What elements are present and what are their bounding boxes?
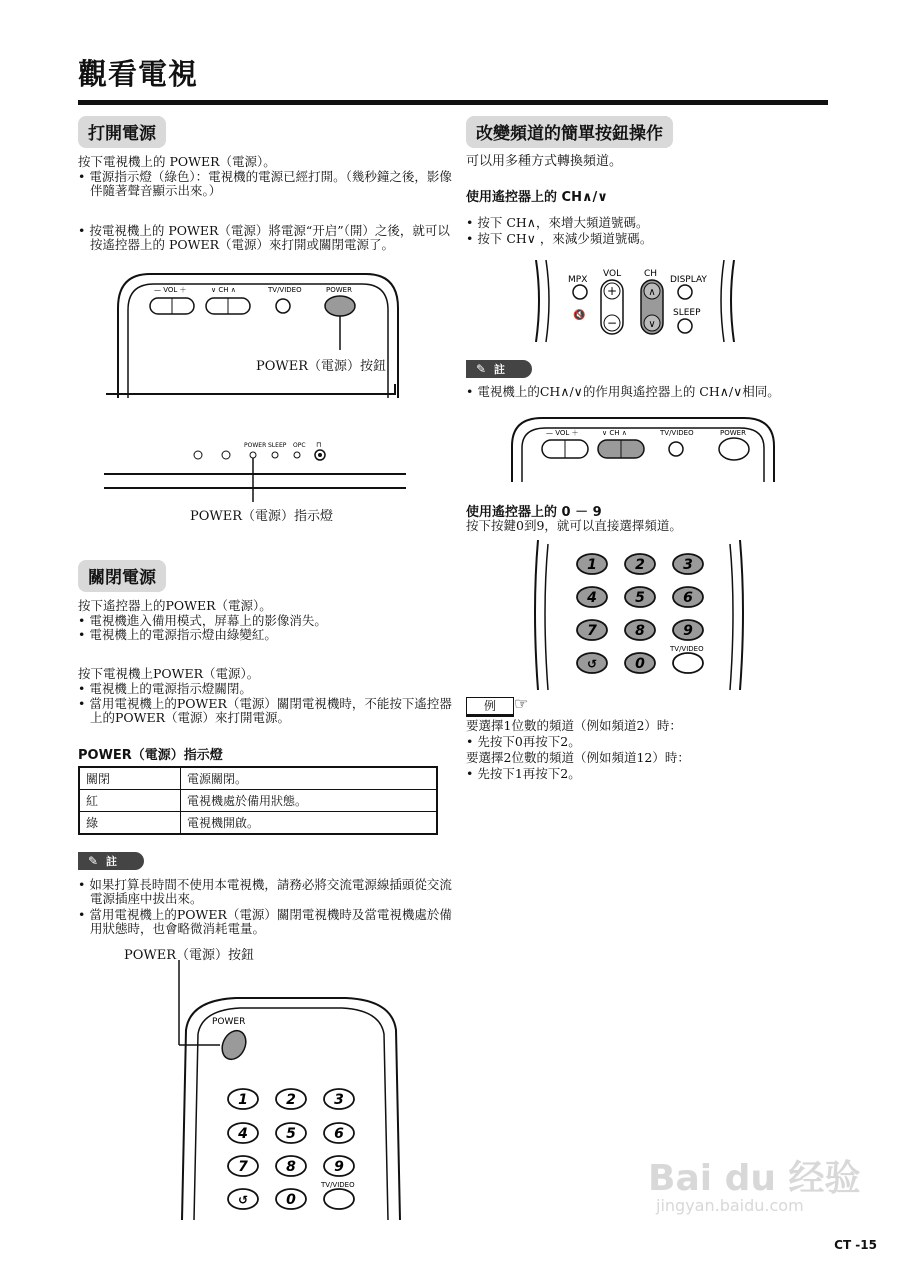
tv-panel-ch-illustration [508, 412, 778, 482]
svg-text:4: 4 [587, 590, 597, 606]
channel-intro: 可以用多種方式轉換頻道。 [466, 154, 623, 169]
keypad-tvvideo-label: TV/VIDEO [670, 645, 704, 653]
indicator-table [78, 766, 438, 835]
sleep-label: SLEEP [673, 308, 701, 318]
example-line-4: • 先按下1再按下2。 [466, 766, 581, 781]
table-cell-state: 紅 [79, 790, 181, 812]
power-on-bullet-1: • 電源指示燈（綠色）：電視機的電源已經打開。（幾秒鐘之後，影像伴隨著聲音顯示出來。） [78, 169, 452, 198]
mute-icon: 🔇 [573, 310, 586, 321]
svg-text:1: 1 [238, 1092, 248, 1108]
table-cell-desc: 電視機開啟。 [181, 812, 438, 835]
page-number: CT -15 [834, 1238, 877, 1252]
power-button [325, 296, 355, 316]
remote-power-button [218, 1027, 251, 1063]
svg-text:7: 7 [587, 623, 597, 639]
power-off-intro-2: 按下電視機上POWER（電源）。 [78, 666, 260, 681]
example-line-2: • 先按下0再按下2。 [466, 734, 581, 749]
channel-sub-2: 使用遙控器上的 0 － 9 [466, 505, 602, 520]
section-heading-channel: 改變頻道的簡單按鈕操作 [466, 116, 673, 148]
svg-text:8: 8 [635, 623, 645, 639]
example-tag: 例 [466, 697, 514, 717]
paperclip-icon: ✎ [87, 854, 99, 868]
section-heading-power-on: 打開電源 [78, 116, 166, 148]
svg-text:∨ CH ∧: ∨ CH ∧ [602, 429, 627, 437]
power-on-intro: 按下電視機上的 POWER（電源）。 [78, 154, 276, 169]
table-row [79, 767, 437, 790]
svg-text:3: 3 [334, 1092, 344, 1108]
svg-text:2: 2 [286, 1092, 296, 1108]
svg-text:8: 8 [286, 1159, 296, 1175]
channel-intro-2: 按下按鍵0到9，就可以直接選擇頻道。 [466, 518, 682, 533]
channel-sub-1: 使用遙控器上的 CH∧/∨ [466, 190, 608, 205]
remote-power-label: POWER [212, 1017, 246, 1027]
panel-label-tvvideo: TV/VIDEO [268, 286, 302, 294]
svg-text:3: 3 [683, 557, 693, 573]
remote-tvvideo-label: TV/VIDEO [321, 1181, 355, 1189]
power-indicator-caption: POWER（電源）指示燈 [190, 509, 334, 524]
channel-bullet-2: • 按下 CH∨ ，來減少頻道號碼。 [466, 231, 653, 246]
example-line-3: 要選擇2位數的頻道（例如頻道12）時： [466, 750, 690, 765]
svg-text:−: − [606, 316, 618, 330]
tv-panel-illustration [108, 268, 408, 408]
table-cell-desc: 電視機處於備用狀態。 [181, 790, 438, 812]
section-heading-power-off: 關閉電源 [78, 560, 166, 592]
power-button-caption: POWER（電源）按鈕 [256, 359, 387, 374]
power-off-bullet-2-2: • 當用電視機上的POWER（電源）關閉電視機時，不能按下遙控器上的POWER（電源）來打開電源。 [78, 696, 452, 725]
svg-text:0: 0 [635, 656, 645, 672]
mpx-label: MPX [568, 275, 588, 285]
remote-illustration-left [176, 960, 416, 1220]
power-off-bullet-1-2: • 電視機上的電源指示燈由綠變紅。 [78, 627, 277, 642]
note-bullet-2: • 當用電視機上的POWER（電源）關閉電視機時及當電視機處於備用狀態時，也會略微消耗電量。 [78, 907, 452, 936]
note-bullet-1: • 如果打算長時間不使用本電視機，請務必將交流電源線插頭從交流電源插座中拔出來。 [78, 877, 452, 906]
divider-tick [394, 384, 396, 394]
svg-text:0: 0 [286, 1192, 296, 1208]
indicator-table-title: POWER（電源）指示燈 [78, 748, 223, 763]
watermark-url: jingyan.baidu.com [656, 1196, 804, 1215]
svg-text:TV/VIDEO: TV/VIDEO [660, 429, 694, 437]
divider-line [106, 393, 396, 395]
svg-text:∨: ∨ [648, 319, 656, 330]
panel-label-ch: ∨ CH ∧ [211, 286, 236, 294]
pointing-hand-icon: ☞ [514, 694, 529, 713]
paperclip-icon: ✎ [475, 362, 487, 376]
tv-front-panel-illustration [104, 432, 409, 502]
vol-label: VOL [603, 269, 622, 279]
remote-keypad-illustration [530, 540, 750, 690]
title-rule [78, 100, 828, 105]
note-tag-left: ✎ 註 [78, 852, 144, 870]
remote-power-caption: POWER（電源）按鈕 [124, 948, 255, 963]
svg-text:7: 7 [238, 1159, 248, 1175]
channel-bullet-1: • 按下 CH∧，來增大頻道號碼。 [466, 215, 649, 230]
power-indicator [250, 452, 256, 458]
channel-note: • 電視機上的CH∧/∨的作用與遙控器上的 CH∧/∨相同。 [466, 384, 780, 399]
table-cell-desc: 電源關閉。 [181, 767, 438, 790]
svg-text:9: 9 [683, 623, 693, 639]
svg-text:POWER: POWER [720, 429, 746, 437]
power-on-bullet-2: • 按電視機上的 POWER（電源）將電源“开启”（開）之後，就可以按遙控器上的 POWER（電源）來打開或關閉電源了。 [78, 223, 450, 252]
svg-text:↺: ↺ [586, 657, 598, 671]
power-off-intro-1: 按下遙控器上的POWER（電源）。 [78, 598, 272, 613]
svg-text:1: 1 [587, 557, 597, 573]
front-label-power: POWER [244, 442, 267, 449]
front-label-sleep: SLEEP [268, 442, 287, 449]
panel-label-power: POWER [326, 286, 352, 294]
svg-text:5: 5 [635, 590, 645, 606]
svg-text:2: 2 [635, 557, 645, 573]
ch-label: CH [644, 269, 658, 279]
display-label: DISPLAY [670, 275, 707, 285]
page-title: 觀看電視 [78, 57, 199, 91]
svg-text:6: 6 [334, 1126, 344, 1142]
table-row [79, 790, 437, 812]
svg-text:5: 5 [286, 1126, 296, 1142]
svg-text:— VOL ＋: — VOL ＋ [546, 429, 579, 437]
watermark-logo: Bai du 经验 [648, 1158, 861, 1199]
table-cell-state: 綠 [79, 812, 181, 835]
power-off-bullet-1-1: • 電視機進入備用模式，屏幕上的影像消失。 [78, 613, 327, 628]
svg-text:6: 6 [683, 590, 693, 606]
table-row [79, 812, 437, 835]
svg-text:9: 9 [334, 1159, 344, 1175]
table-cell-state: 關閉 [79, 767, 181, 790]
svg-text:∧: ∧ [648, 287, 656, 298]
svg-text:+: + [606, 284, 618, 298]
svg-text:↺: ↺ [237, 1193, 249, 1207]
example-line-1: 要選擇1位數的頻道（例如頻道2）時： [466, 718, 682, 733]
note-tag-right: ✎ 註 [466, 360, 532, 378]
tvvideo-button [276, 299, 290, 313]
panel-label-vol: — VOL ＋ [154, 286, 187, 294]
front-label-opc: OPC [293, 442, 306, 449]
remote-ch-vol-illustration [530, 260, 740, 342]
power-off-bullet-2-1: • 電視機上的電源指示燈關閉。 [78, 681, 252, 696]
svg-text:⊓: ⊓ [316, 441, 322, 449]
svg-text:4: 4 [238, 1126, 248, 1142]
